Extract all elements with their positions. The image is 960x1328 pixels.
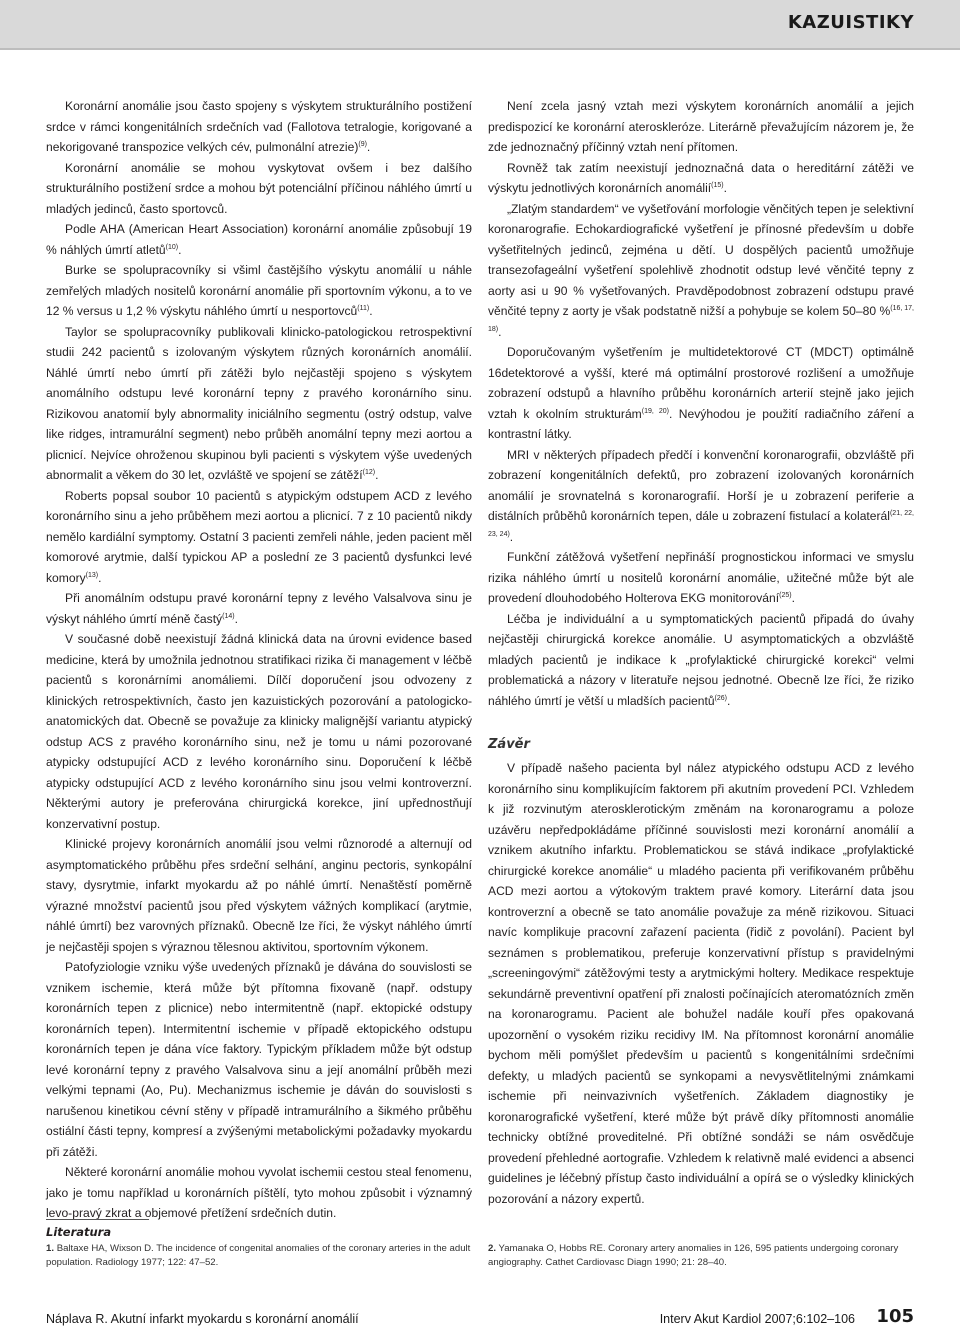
paragraph: Doporučovaným vyšetřením je multidetektorové CT (MDCT) optimálně 16detektorové a vyšší, které má optimální prostorové rozlišení a umožňuje zobrazení odstupů a hlavního průběhu koronárních arterií stejně jako jejich vztah k okolním strukturám$^{(19, 20)}$. Nevýhodou je použití radiačního záření a kontrastní látky. <box>488 345 915 441</box>
left-column <box>46 96 472 1224</box>
paragraph: Při anomálním odstupu pravé koronární tepny z levého Valsalvova sinu je výskyt náhlého úmrtí méně častý$^{(14)}$. <box>46 591 472 626</box>
page-number: 105 <box>876 1306 914 1327</box>
paragraph: Léčba je individuální a u symptomatických pacientů připadá do úvahy nejčastěji chirurgická korekce anomálie. U asymptomatických a obzvláště mladých pacientů je indikace k „profylaktické chirurgické korekci“ velmi problematická a názory v literatuře nejsou jednotné. Obecně lze říci, že riziko náhlého úmrtí je větší u mladších pacientů$^{(26)}$. <box>488 611 914 708</box>
paragraph: Některé koronární anomálie mohou vyvolat ischemii cestou steal fenomenu, jako je tomu například u koronárních píštělí, tyto mohou způsobit i významný levo-pravý zkrat a objemové přetížení srdečních dutin. <box>46 1165 472 1220</box>
paragraph: Koronární anomálie jsou často spojeny s výskytem strukturálního postižení srdce v rámci kongenitálních srdečních vad (Fallotova tetralogie, korigované a nekorigované transpozice velkých cév, pulmonální atrezie)$^{(9)}$. <box>46 99 472 154</box>
paragraph: Podle AHA (American Heart Association) koronární anomálie způsobují 19 % náhlých úmrtí atletů$^{(10)}$. <box>46 222 472 257</box>
paragraph: „Zlatým standardem“ ve vyšetřování morfologie věnčitých tepen je selektivní koronarografie. Echokardiografické vyšetření je přínosné především u dobře vyšetřitelných jedinců, zejména u dětí. U dospělých pacientů umožňuje transezofageální vyšetření spolehlivě zhodnotit odstup levé věnčité tepny z aorty asi u 90 % vyšetřovaných. Pravděpodobnost zobrazení odstupu pravé věnčité tepny z aorty je však podstatně nižší a pohybuje se kolem 50–80 %$^{(16, 17, 18)}$. <box>488 201 914 339</box>
paragraph: Funkční zátěžová vyšetření nepřináší prognostickou informaci ve smyslu rizika náhlého úmrtí u nositelů koronární anomálie, užitečné může být ale provedení dlouhodobého Holterova EKG monitorování$^{(25)}$. <box>488 550 914 605</box>
paragraph: Klinické projevy koronárních anomálií jsou velmi různorodé a alternují od asymptomatického průběhu přes srdeční selhání, anginu pectoris, synkopální stavy, dysrytmie, infarkt myokardu až po náhlé úmrtí. Nenaštěstí poměrně výrazné množství pacientů jsou před výskytem vážných komplikací (arytmie, náhlé úmrtí) bez varovných příznaků. Obecně lze říci, že výskyt náhlého úmrtí je nejčastěji spojen s výraznou tělesnou aktivitou, sportovním výkonem. <box>46 837 472 954</box>
paragraph: MRI v některých případech předčí i konvenční koronarografii, obzvláště při zobrazení kongenitálních defektů, pro zobrazení izolovaných koronárních anomálií je srovnatelná s koronarografií. Horší je u zobrazení periferie a distálních průběhů koronárních tepen, dále u zobrazení fistulací a kolaterál$^{(21, 22, 23, 24)}$. <box>488 447 914 544</box>
paragraph: Koronární anomálie se mohou vyskytovat ovšem i bez dalšího strukturálního postižení srdce a mohou být potenciální příčinou náhlého úmrtí u mladých jedinců, často sportovců. <box>46 160 472 216</box>
header-bar <box>0 0 960 50</box>
right-column <box>488 96 914 1209</box>
paragraph: Patofyziologie vzniku výše uvedených příznaků je dávána do souvislosti se vznikem ischemie, která může být přítomna fixovaně (např. odstupy koronárních tepen z plicnice) nebo intermitentně (např. ektopické odstupy koronárních tepen). Intermitentní ischemie v případě ektopického odstupu koronárních tepen je dána více faktory. Typickým příkladem může být odstup levé koronární tepny z pravého Valsalvova sinu a její anomální průběh mezi velkými tepnami (Ao, Pu). Mechanizmus ischemie je dáván do souvislosti s narušenou kinetikou cévní stěny v případě intramurálního a šikmého průběhu ostiální části tepny, kompresí a zvýšenými metabolickými požadavky myokardu při zátěži. <box>46 960 472 1159</box>
paragraph: Burke se spolupracovníky si všiml častějšího výskytu anomálií u náhle zemřelých mladých nositelů koronární anomálie při sportovním výkonu, a to ve 12 % versus u 1,2 % výskytu náhlého úmrtí u nesportovců$^{(11)}$. <box>46 263 472 318</box>
reference-item: 2. Yamanaka O, Hobbs RE. Coronary artery anomalies in 126, 595 patients undergoing coronary angiography. Cathet Cardiovasc Diagn 1990; 21: 28–40. <box>488 1243 899 1268</box>
paragraph: Roberts popsal soubor 10 pacientů s atypickým odstupem ACD z levého koronárního sinu a jeho průběhem mezi aortou a plicnicí. 7 z 10 pacientů nikdy nemělo kardiální symptomy. Ostatní 3 pacienti zemřeli náhle, jeden pacient měl komorové arytmie, další typickou AP a poslední ze 3 pacientů dysfunkci levé komory$^{(13)}$. <box>46 488 472 585</box>
conclusion-heading: Závěr <box>488 737 530 752</box>
paragraph: V současné době neexistují žádná klinická data na úrovni evidence based medicine, která by umožnila jednotnou stratifikaci rizika či management v léčbě pacientů s koronárními anomáliemi. Dílčí doporučení jsou odvozeny z klinických retrospektivních, často jen kazuistických pozorování a patologicko-anatomických dat. Obecně se považuje za klinicky malignější variantu atypický odstup ACS z pravého koronárního sinu, než je tomu u námi pozorované atypicky odstupující ACD z levého koronárního sinu. Doporučení k léčbě atypicky odstupující ACD z levého koronárního sinu jsou velmi kontroverzní. Některými autory je preferována chirurgická korekce, jiní upřednostňují konzervativní postup. <box>46 632 472 831</box>
reference-item: 1. Baltaxe HA, Wixson D. The incidence of congenital anomalies of the coronary arteries in the adult population. Radiology 1977; 122: 47–52. <box>46 1243 471 1268</box>
paragraph: Rovněž tak zatím neexistují jednoznačná data o hereditární zátěži ve výskytu jednotlivých koronárních anomálií$^{(15)}$. <box>488 160 914 195</box>
paragraph: Není zcela jasný vztah mezi výskytem koronárních anomálií a jejich predispozicí ke koronární ateroskleróze. Literárně převažujícím názorem je, že zde jednoznačný příčinný vztah není přítomen. <box>488 99 914 154</box>
footer-journal: Interv Akut Kardiol 2007;6:102–106 <box>659 1312 855 1326</box>
footer-article-title: Náplava R. Akutní infarkt myokardu s koronární anomálií <box>46 1312 359 1326</box>
conclusion-paragraph: V případě našeho pacienta byl nález atypického odstupu ACD z levého koronárního sinu komplikujícím faktorem při akutním provedení PCI. Vzhledem k již rozvinutým aterosklerotickým změnám na koronarogramu a poloze uzávěru nepředpokládáme příčinné souvislosti mezi koronární anomálií a vznikem akutního infarktu. Problematickou se stává indikace „profylaktické chirurgické korekce anomálie“ u mladého pacienta při verifikovaném průběhu ACD mezi aortou a výtokovým traktem pravé komory. Literární data jsou kontroverzní a obecně se tato anomálie považuje za méně rizikovou. Situaci navíc komplikuje pracovní zařazení pacienta (řidič z povolání). Pacient byl seznámen s problematikou, preferuje konzervativní přístup s pravidelnými „screeningovými“ zátěžovými testy a arytmickými holtery. Medikace respektuje sekundárně preventivní opatření při znalosti počínajících ateromatózních změn na koronarogramu. Pacient ale bohužel nadále kouří přes opakovaná upozornění o vysokém riziku recidivy IM. Na přítomnost koronární anomálie bychom měli pomýšlet především u pacientů s kongenitálními srdečními defekty, u mladých pacientů se synkopami a nevysvětlitelnými známkami ischemie při neinvazivních vyšetřeních. Základem diagnostiky je koronarografické vyšetření, které může být právě díky přítomnosti anomálie technicky obtížné proveditelné. Při obtížné sondáži se nám osvědčuje provedení přehledné aortografie. Vzhledem k relativně malé evidenci a absenci guidelines je léčebný přístup často individuální a opírá se o výsledky klinických pozorování a názory expertů. <box>488 761 914 1206</box>
references-title: Literatura <box>46 1225 112 1239</box>
paragraph: Taylor se spolupracovníky publikovali klinicko-patologickou retrospektivní studii 242 pacientů s izolovaným výskytem různých koronárních anomálií. Náhlé úmrtí nebo úmrtí při zátěži bylo nejčastěji spojeno s výskytem anomálního odstupu levé koronární tepny z pravého koronárního sinu. Rizikovou anatomií byly abnormality iniciálního segmentu (ostrý odstup, valve like ridges, intramurální segment) nebo průběh anomální tepny mezi aortou a plicnicí. Nejvíce ohroženou skupinou byli pacienti s výskytem výše uvedených abnormalit a věkem do 30 let, ozvláště ve spojení se zátěží$^{(12)}$. <box>46 324 472 482</box>
references-divider <box>46 1219 149 1220</box>
section-label: KAZUISTIKY <box>787 12 914 33</box>
